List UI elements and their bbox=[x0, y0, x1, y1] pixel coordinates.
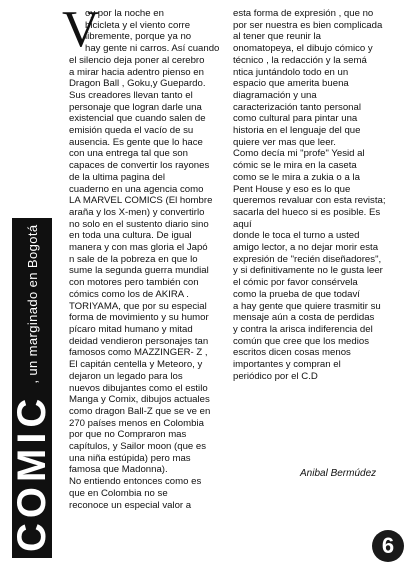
side-title-main: COMIC bbox=[10, 393, 54, 552]
article-line: diagramación y una bbox=[233, 89, 317, 101]
article-line: cómic se le mira en la caseta bbox=[233, 160, 357, 172]
article-line: como la prueba de que todaví bbox=[233, 288, 360, 300]
article-line: que en Colombia no se bbox=[69, 487, 168, 499]
article-line: libremente, porque ya no bbox=[85, 31, 192, 43]
article-line: aquí bbox=[233, 218, 252, 230]
article-line: periódico por el C.D bbox=[233, 370, 318, 382]
article-line: personaje que logran darle una bbox=[69, 101, 202, 113]
article-line: como cultural para pintar una bbox=[233, 113, 358, 125]
article-line: capaces de convertir los rayones bbox=[69, 160, 210, 172]
article-line: famosos como MAZZINGER- Z , bbox=[69, 347, 208, 359]
article-line: forma de movimiento y su humor bbox=[69, 312, 209, 324]
article-line: espacio que amerita buena bbox=[233, 78, 349, 90]
article-line: a mirar hacia adentro pienso en bbox=[69, 66, 204, 78]
article-line: deidad vendieron personajes tan bbox=[69, 335, 209, 347]
article-line: con motores pero también con bbox=[69, 277, 199, 289]
article-line: hay gente ni carros. Así cuando bbox=[85, 43, 220, 55]
article-column-2 bbox=[233, 8, 403, 383]
article-line: por ser nuestra es bien complicada bbox=[233, 19, 383, 31]
article-line: existencial que cuando salen de bbox=[69, 113, 206, 125]
article-line: pícaro mitad humano y mitad bbox=[69, 323, 193, 335]
article-line: y contra la arisca indiferencia del bbox=[233, 323, 373, 335]
article-line: no solo en el sustento diario sino bbox=[69, 218, 209, 230]
article-line: en toda una cultura. De igual bbox=[69, 230, 192, 242]
article-line: sume la segunda guerra mundial bbox=[69, 265, 209, 277]
article-line: bicicleta y el viento corre bbox=[85, 19, 191, 31]
article-line: cómics como los de AKIRA . bbox=[69, 288, 189, 300]
article-line: el cómic por favor consérvela bbox=[233, 277, 358, 289]
article-line: al tener que reunir la bbox=[233, 31, 321, 43]
article-line: común que cree que los medios bbox=[233, 335, 369, 347]
article-line: oy por la noche en bbox=[85, 8, 164, 19]
article-line: quiere ver mas que leer. bbox=[233, 136, 336, 148]
article-line: importantes y compran el bbox=[233, 359, 341, 371]
article-line: capítulos, y Sailor moon (que es bbox=[69, 441, 207, 453]
article-line: donde le toca el turno a usted bbox=[233, 230, 360, 242]
article-line: esta forma de expresión , que no bbox=[233, 8, 374, 19]
article-line: queremos revaluar con esta revista; bbox=[233, 195, 386, 207]
article-line: manera y con mas gloria el Japó bbox=[69, 242, 208, 254]
article-line: como se le mira a zukia o a la bbox=[233, 171, 360, 183]
article-line: 270 países menos en Colombia bbox=[69, 417, 204, 429]
article-line: por que no Compraron mas bbox=[69, 429, 187, 441]
article-line: emisión queda el vacío de su bbox=[69, 125, 194, 137]
article-line: nuevos dibujantes como el estilo bbox=[69, 382, 208, 394]
article-line: historia en el lenguaje del que bbox=[233, 125, 361, 137]
article-line: Sus creadores llevan tanto el bbox=[69, 89, 193, 101]
article-line: El capitán centella y Meteoro, y bbox=[69, 359, 203, 371]
article-line: y si definitivamente no le gusta leer bbox=[233, 265, 383, 277]
article-line: dejaron un legado para los bbox=[69, 370, 183, 382]
article-line: de la ultima pagina del bbox=[69, 171, 166, 183]
side-title-bar bbox=[12, 218, 52, 558]
article-line: a hay gente que quiere trasmitir su bbox=[233, 300, 381, 312]
article-line: amigo lector, a no dejar morir esta bbox=[233, 242, 379, 254]
article-line: onomatopeya, el dibujo cómico y bbox=[233, 43, 373, 55]
article-line: caracterización tanto personal bbox=[233, 101, 361, 113]
article-line: mensaje aún a costa de perdidas bbox=[233, 312, 375, 324]
article-line: con una entrega tal que son bbox=[69, 148, 188, 160]
side-title-subtitle: , un marginado en Bogotá bbox=[24, 224, 40, 384]
author-signature: Anibal Bermúdez bbox=[300, 468, 377, 479]
article-line: técnico , la redacción y la semá bbox=[233, 54, 367, 66]
page-number-badge: 6 bbox=[372, 530, 404, 562]
article-line: ausencia. Es gente que lo hace bbox=[69, 136, 203, 148]
article-line: TORIYAMA, que por su especial bbox=[69, 300, 207, 312]
article-line: como dragon Ball-Z que se ve en bbox=[69, 405, 211, 417]
article-line: Manga y Comix, dibujos actuales bbox=[69, 394, 210, 406]
article-line: una niña estúpida) pero mas bbox=[69, 452, 191, 464]
article-line: n sale de la pobreza en que lo bbox=[69, 253, 198, 265]
article-line: LA MARVEL COMICS (El hombre bbox=[69, 195, 213, 207]
article-line: reconoce un especial valor a bbox=[69, 499, 192, 511]
article-column-1 bbox=[69, 8, 232, 511]
drop-cap: V bbox=[62, 1, 100, 58]
article-line: cuaderno en una agencia como bbox=[69, 183, 204, 195]
article-line: ntica juntándolo todo en un bbox=[233, 66, 349, 78]
article-line: famosa que Madonna). bbox=[69, 464, 168, 476]
side-title bbox=[12, 218, 52, 558]
article-line: araña y los X-men) y convertirlo bbox=[69, 206, 205, 218]
article-line: Pent House y eso es lo que bbox=[233, 183, 351, 195]
article-line: No entiendo entonces como es bbox=[69, 476, 202, 488]
article-line: Como decía mi "profe" Yesid al bbox=[233, 148, 365, 160]
article-line: Dragon Ball , Goku,y Guepardo. bbox=[69, 78, 206, 90]
article-line: sacarla del hueco si es posible. Es bbox=[233, 206, 381, 218]
article-line: escritos dicen cosas menos bbox=[233, 347, 351, 359]
article-line: expresión de "recién diseñadores", bbox=[233, 253, 382, 265]
article-line: el silencio deja poner al cerebro bbox=[69, 54, 205, 66]
